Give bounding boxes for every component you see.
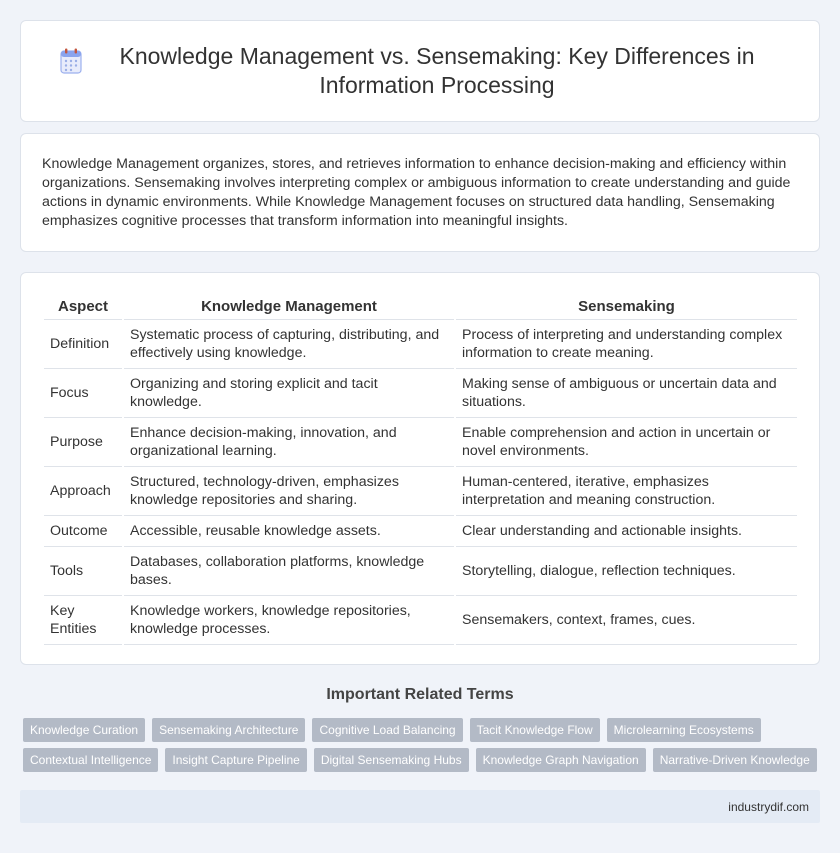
related-terms-title: Important Related Terms	[326, 686, 514, 703]
aspect-cell: Purpose	[44, 418, 122, 467]
km-cell: Databases, collaboration platforms, knowledge bases.	[124, 547, 454, 596]
title-card	[20, 20, 820, 122]
tag-insight-capture-pipeline[interactable]: Insight Capture Pipeline	[165, 748, 306, 772]
tag-knowledge-graph-navigation[interactable]: Knowledge Graph Navigation	[476, 748, 646, 772]
km-cell: Structured, technology-driven, emphasizes knowledge repositories and sharing.	[124, 467, 454, 516]
sensemaking-cell: Human-centered, iterative, emphasizes interpretation and meaning construction.	[456, 467, 797, 516]
table-row	[44, 418, 797, 467]
intro-card	[20, 133, 820, 252]
table-row	[44, 369, 797, 418]
table-row	[44, 596, 797, 645]
tag-microlearning-ecosystems[interactable]: Microlearning Ecosystems	[607, 718, 761, 742]
tag-knowledge-curation[interactable]: Knowledge Curation	[23, 718, 145, 742]
header-sensemaking: Sensemaking	[456, 293, 797, 320]
sensemaking-cell: Making sense of ambiguous or uncertain data and situations.	[456, 369, 797, 418]
tag-tacit-knowledge-flow[interactable]: Tacit Knowledge Flow	[470, 718, 600, 742]
header-knowledge-management: Knowledge Management	[124, 293, 454, 320]
title-wrap	[60, 42, 780, 100]
km-cell: Knowledge workers, knowledge repositories, knowledge processes.	[124, 596, 454, 645]
tag-contextual-intelligence[interactable]: Contextual Intelligence	[23, 748, 158, 772]
intro-paragraph: Knowledge Management organizes, stores, and retrieves information to enhance decision-making and efficiency within organizations. Sensemaking involves interpreting complex or ambiguous information to create understanding and guide actions in dynamic environments. While Knowledge Management focuses on structured data handling, Sensemaking emphasizes cognitive processes that transform information into meaningful insights.	[42, 156, 791, 229]
sensemaking-cell: Sensemakers, context, frames, cues.	[456, 596, 797, 645]
km-cell: Enhance decision-making, innovation, and organizational learning.	[124, 418, 454, 467]
comparison-card	[20, 272, 820, 665]
footer	[20, 790, 820, 823]
tag-digital-sensemaking-hubs[interactable]: Digital Sensemaking Hubs	[314, 748, 469, 772]
aspect-cell: Definition	[44, 320, 122, 369]
sensemaking-cell: Storytelling, dialogue, reflection techniques.	[456, 547, 797, 596]
table-header-row	[44, 293, 797, 320]
table-row	[44, 516, 797, 547]
aspect-cell: Tools	[44, 547, 122, 596]
related-terms-tags	[23, 718, 823, 772]
km-cell: Organizing and storing explicit and tacit knowledge.	[124, 369, 454, 418]
sensemaking-cell: Process of interpreting and understanding complex information to create meaning.	[456, 320, 797, 369]
km-cell: Accessible, reusable knowledge assets.	[124, 516, 454, 547]
tag-sensemaking-architecture[interactable]: Sensemaking Architecture	[152, 718, 305, 742]
tag-narrative-driven-knowledge[interactable]: Narrative-Driven Knowledge	[653, 748, 817, 772]
aspect-cell: Outcome	[44, 516, 122, 547]
page-title: Knowledge Management vs. Sensemaking: Key Differences in Information Processing	[119, 43, 755, 98]
aspect-cell: Approach	[44, 467, 122, 516]
sensemaking-cell: Clear understanding and actionable insights.	[456, 516, 797, 547]
table-row	[44, 547, 797, 596]
comparison-table	[42, 293, 799, 645]
sensemaking-cell: Enable comprehension and action in uncertain or novel environments.	[456, 418, 797, 467]
table-row	[44, 467, 797, 516]
document-icon	[60, 48, 82, 74]
table-row	[44, 320, 797, 369]
aspect-cell: Key Entities	[44, 596, 122, 645]
km-cell: Systematic process of capturing, distributing, and effectively using knowledge.	[124, 320, 454, 369]
footer-site[interactable]: industrydif.com	[728, 799, 809, 814]
tag-cognitive-load-balancing[interactable]: Cognitive Load Balancing	[312, 718, 462, 742]
header-aspect: Aspect	[44, 293, 122, 320]
aspect-cell: Focus	[44, 369, 122, 418]
